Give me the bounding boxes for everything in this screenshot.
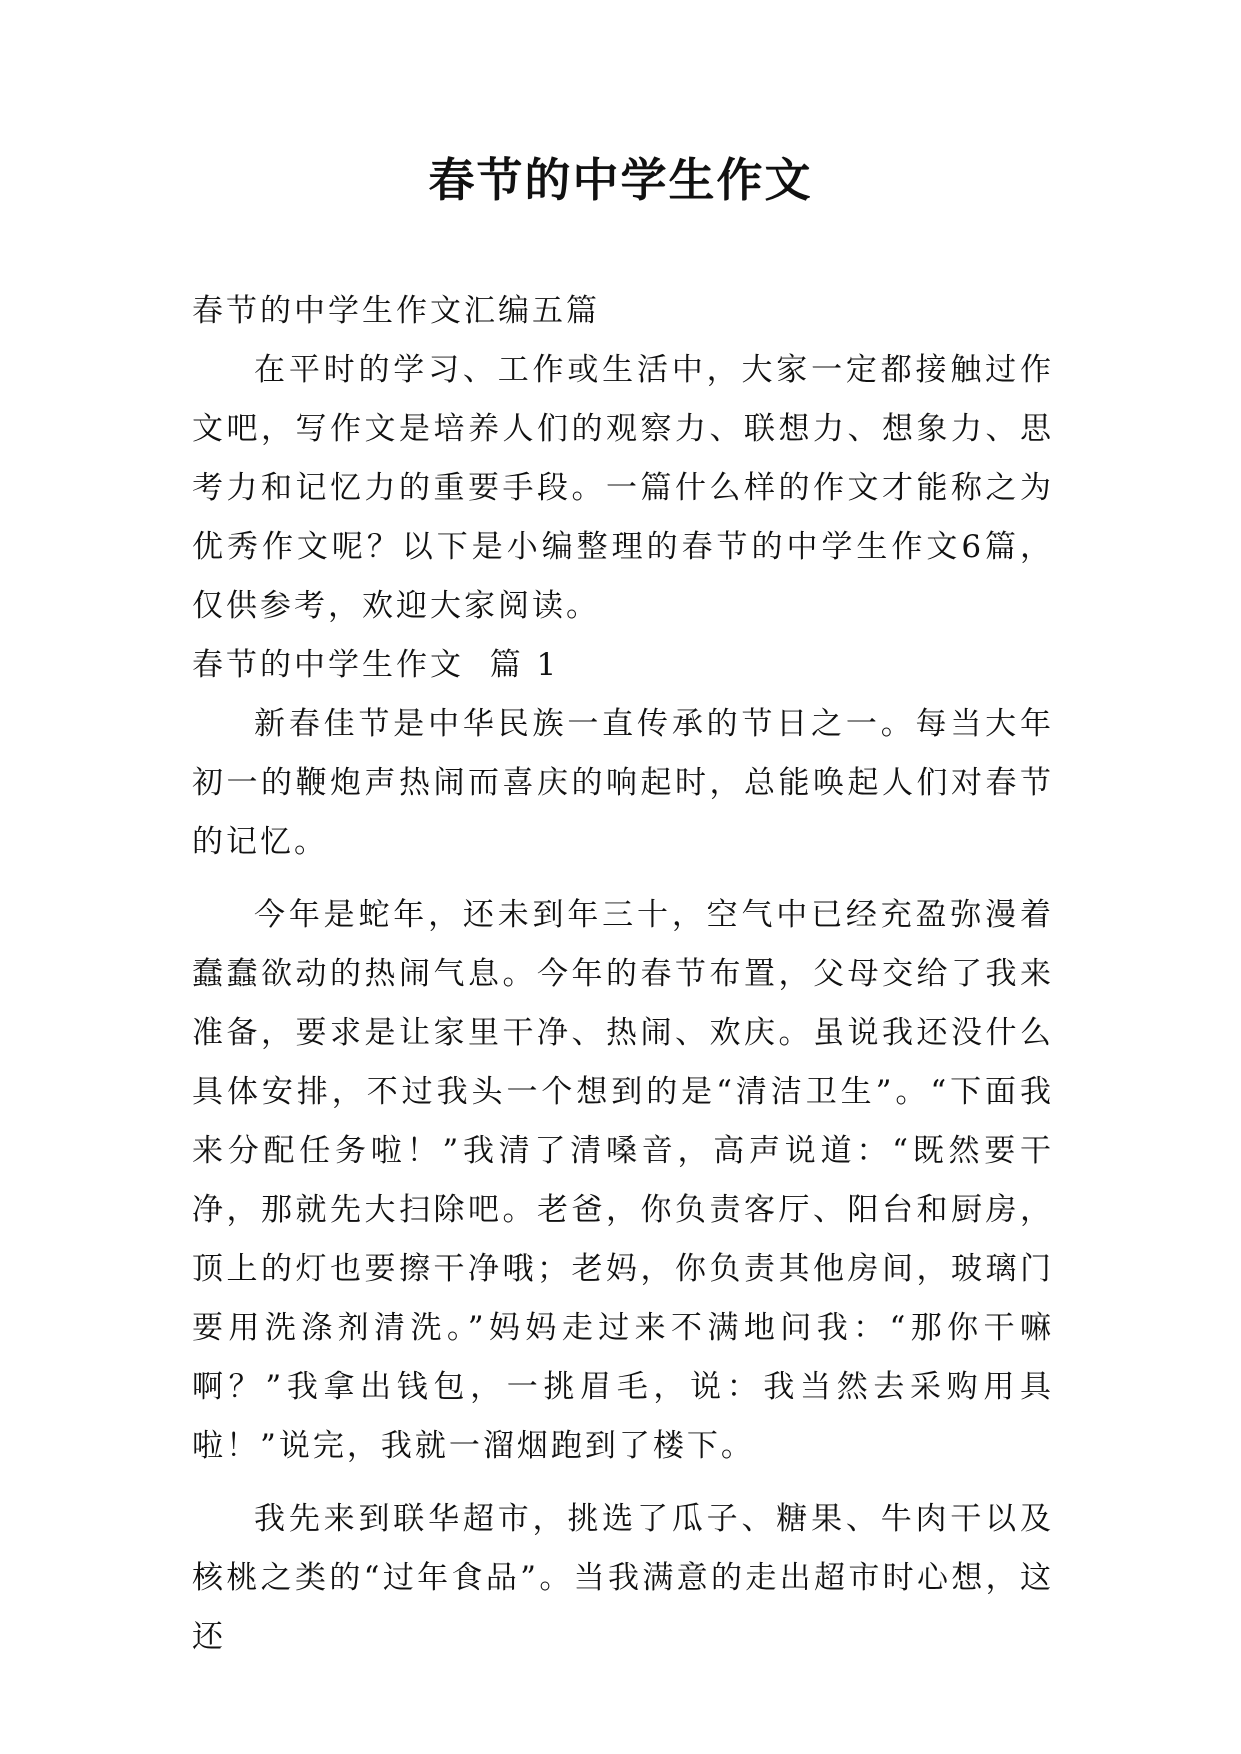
- body-paragraph-3: 我先来到联华超市，挑选了瓜子、糖果、牛肉干以及核桃之类的“过年食品”。当我满意的走出超市时心想，这还: [192, 1501, 1054, 1655]
- section-heading: 春节的中学生作文 篇 1: [192, 647, 560, 683]
- document-title: 春节的中学生作文: [428, 153, 813, 207]
- document-body: [192, 282, 1054, 1667]
- body-paragraph-1: 新春佳节是中华民族一直传承的节日之一。每当大年初一的鞭炮声热闹而喜庆的响起时，总能唤起人们对春节的记忆。: [192, 706, 1054, 860]
- body-paragraph-2: 今年是蛇年，还未到年三十，空气中已经充盈弥漫着蠢蠢欲动的热闹气息。今年的春节布置，父母交给了我来准备，要求是让家里干净、热闹、欢庆。虽说我还没什么具体安排，不过我头一个想到的是“清洁卫生”。“下面我来分配任务啦！”我清了清嗓音，高声说道：“既然要干净，那就先大扫除吧。老爸，你负责客厅、阳台和厨房，顶上的灯也要擦干净哦；老妈，你负责其他房间，玻璃门要用洗涤剂清洗。”妈妈走过来不满地问我：“那你干嘛啊？”我拿出钱包，一挑眉毛，说：我当然去采购用具啦！”说完，我就一溜烟跑到了楼下。: [192, 897, 1054, 1464]
- paragraph-gap: [192, 872, 1054, 886]
- collection-subtitle: 春节的中学生作文汇编五篇: [192, 293, 600, 329]
- paragraph-gap: [192, 1476, 1054, 1490]
- intro-paragraph: 在平时的学习、工作或生活中，大家一定都接触过作文吧，写作文是培养人们的观察力、联想力、想象力、思考力和记忆力的重要手段。一篇什么样的作文才能称之为优秀作文呢？以下是小编整理的春节的中学生作文6篇，仅供参考，欢迎大家阅读。: [192, 352, 1054, 624]
